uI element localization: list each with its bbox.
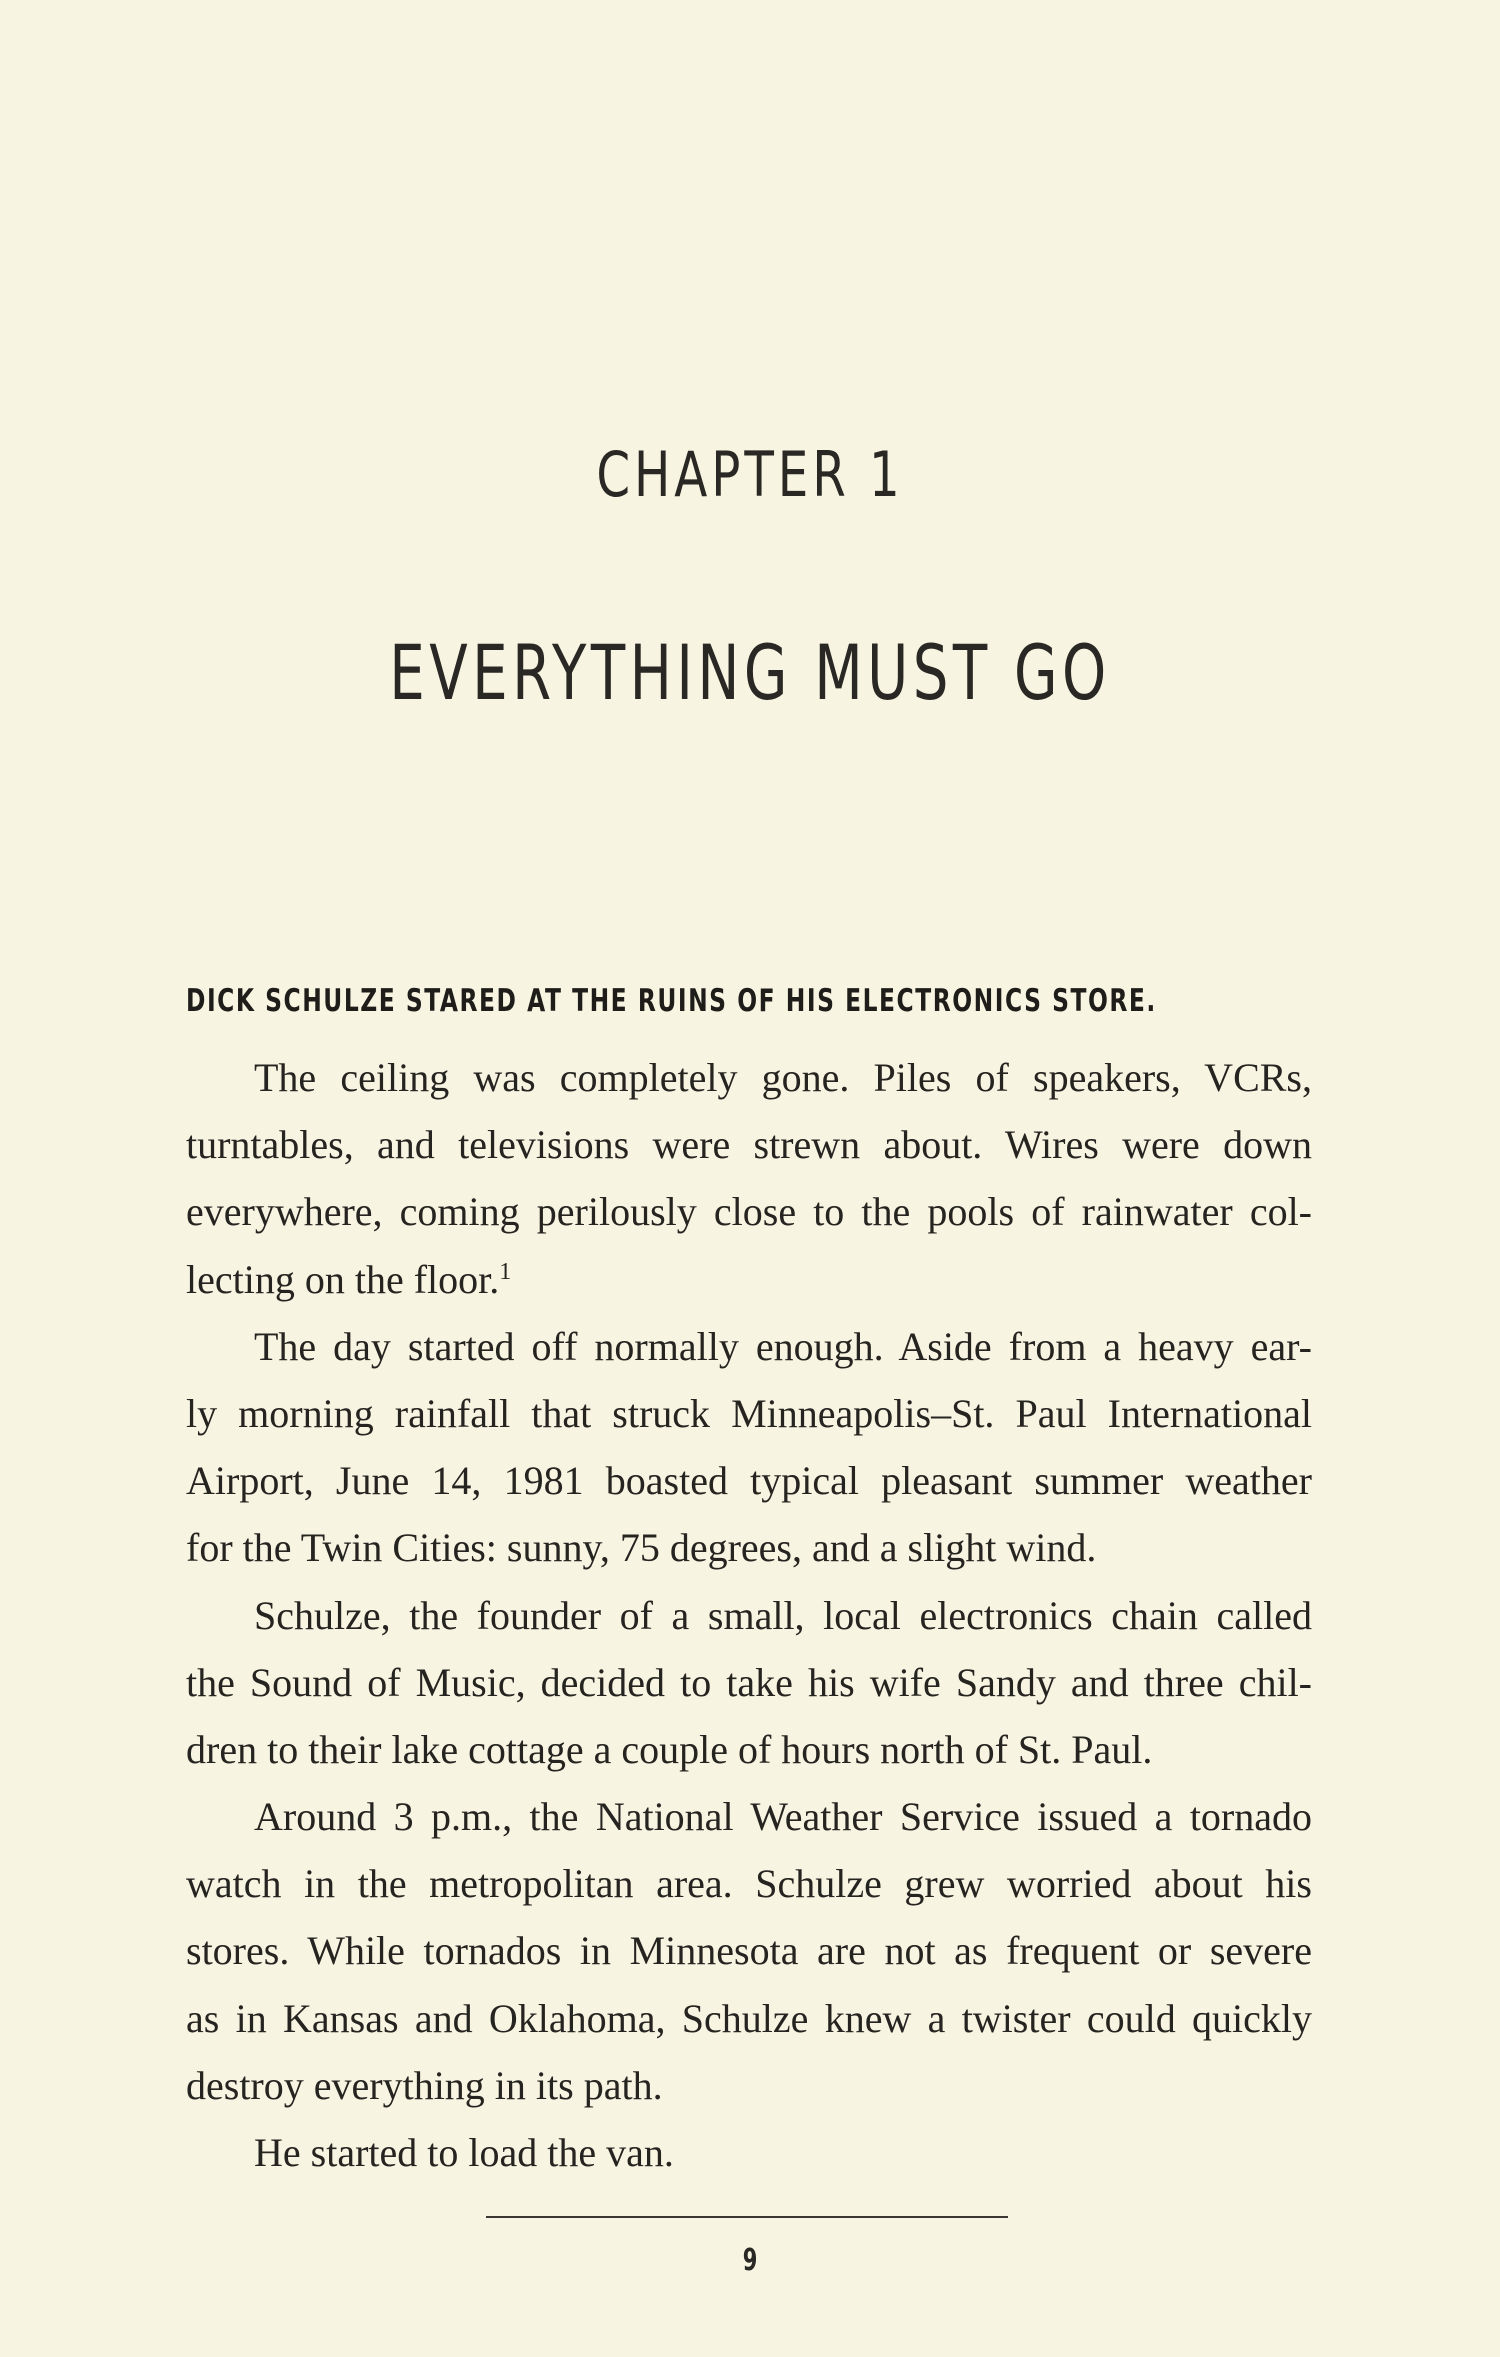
text-line: The day started off normally enough. Aside from a heavy ear- — [254, 1323, 1312, 1369]
text-line: lecting on the floor. — [186, 1256, 500, 1302]
text-line: as in Kansas and Oklahoma, Schulze knew a twister could quickly — [186, 1995, 1312, 2041]
text-line: He started to load the van. — [254, 2130, 674, 2175]
page-number: 9 — [742, 2243, 758, 2278]
text-line: destroy everything in its path. — [186, 2062, 663, 2108]
chapter-title: EVERYTHING MUST GO — [389, 628, 1111, 717]
text-line: Airport, June 14, 1981 boasted typical pleasant summer weather — [186, 1458, 1312, 1504]
body-text — [186, 1044, 1312, 2186]
text-line: dren to their lake cottage a couple of hours north of St. Paul. — [186, 1726, 1153, 1772]
text-line: for the Twin Cities: sunny, 75 degrees, and a slight wind. — [186, 1525, 1097, 1571]
text-line: stores. While tornados in Minnesota are not as frequent or severe — [186, 1928, 1312, 1974]
lead-sentence: DICK SCHULZE STARED AT THE RUINS OF HIS ELECTRONICS STORE. — [186, 983, 1157, 1019]
text-line: everywhere, coming perilously close to the pools of rainwater col- — [186, 1189, 1312, 1235]
text-line: the Sound of Music, decided to take his wife Sandy and three chil- — [186, 1659, 1312, 1705]
text-line: Around 3 p.m., the National Weather Service issued a tornado — [254, 1794, 1312, 1840]
text-line: watch in the metropolitan area. Schulze grew worried about his — [186, 1861, 1312, 1907]
text-line: turntables, and televisions were strewn about. Wires were down — [186, 1122, 1312, 1168]
chapter-number: CHAPTER 1 — [596, 438, 904, 511]
text-line: ly morning rainfall that struck Minneapolis–St. Paul International — [186, 1390, 1312, 1436]
text-line-with-footnote — [186, 1246, 1312, 1313]
text-line: The ceiling was completely gone. Piles of speakers, VCRs, — [254, 1055, 1312, 1100]
text-line: Schulze, the founder of a small, local electronics chain called — [254, 1592, 1312, 1638]
footnote-marker: 1 — [499, 1258, 512, 1285]
footer-rule — [486, 2216, 1008, 2218]
